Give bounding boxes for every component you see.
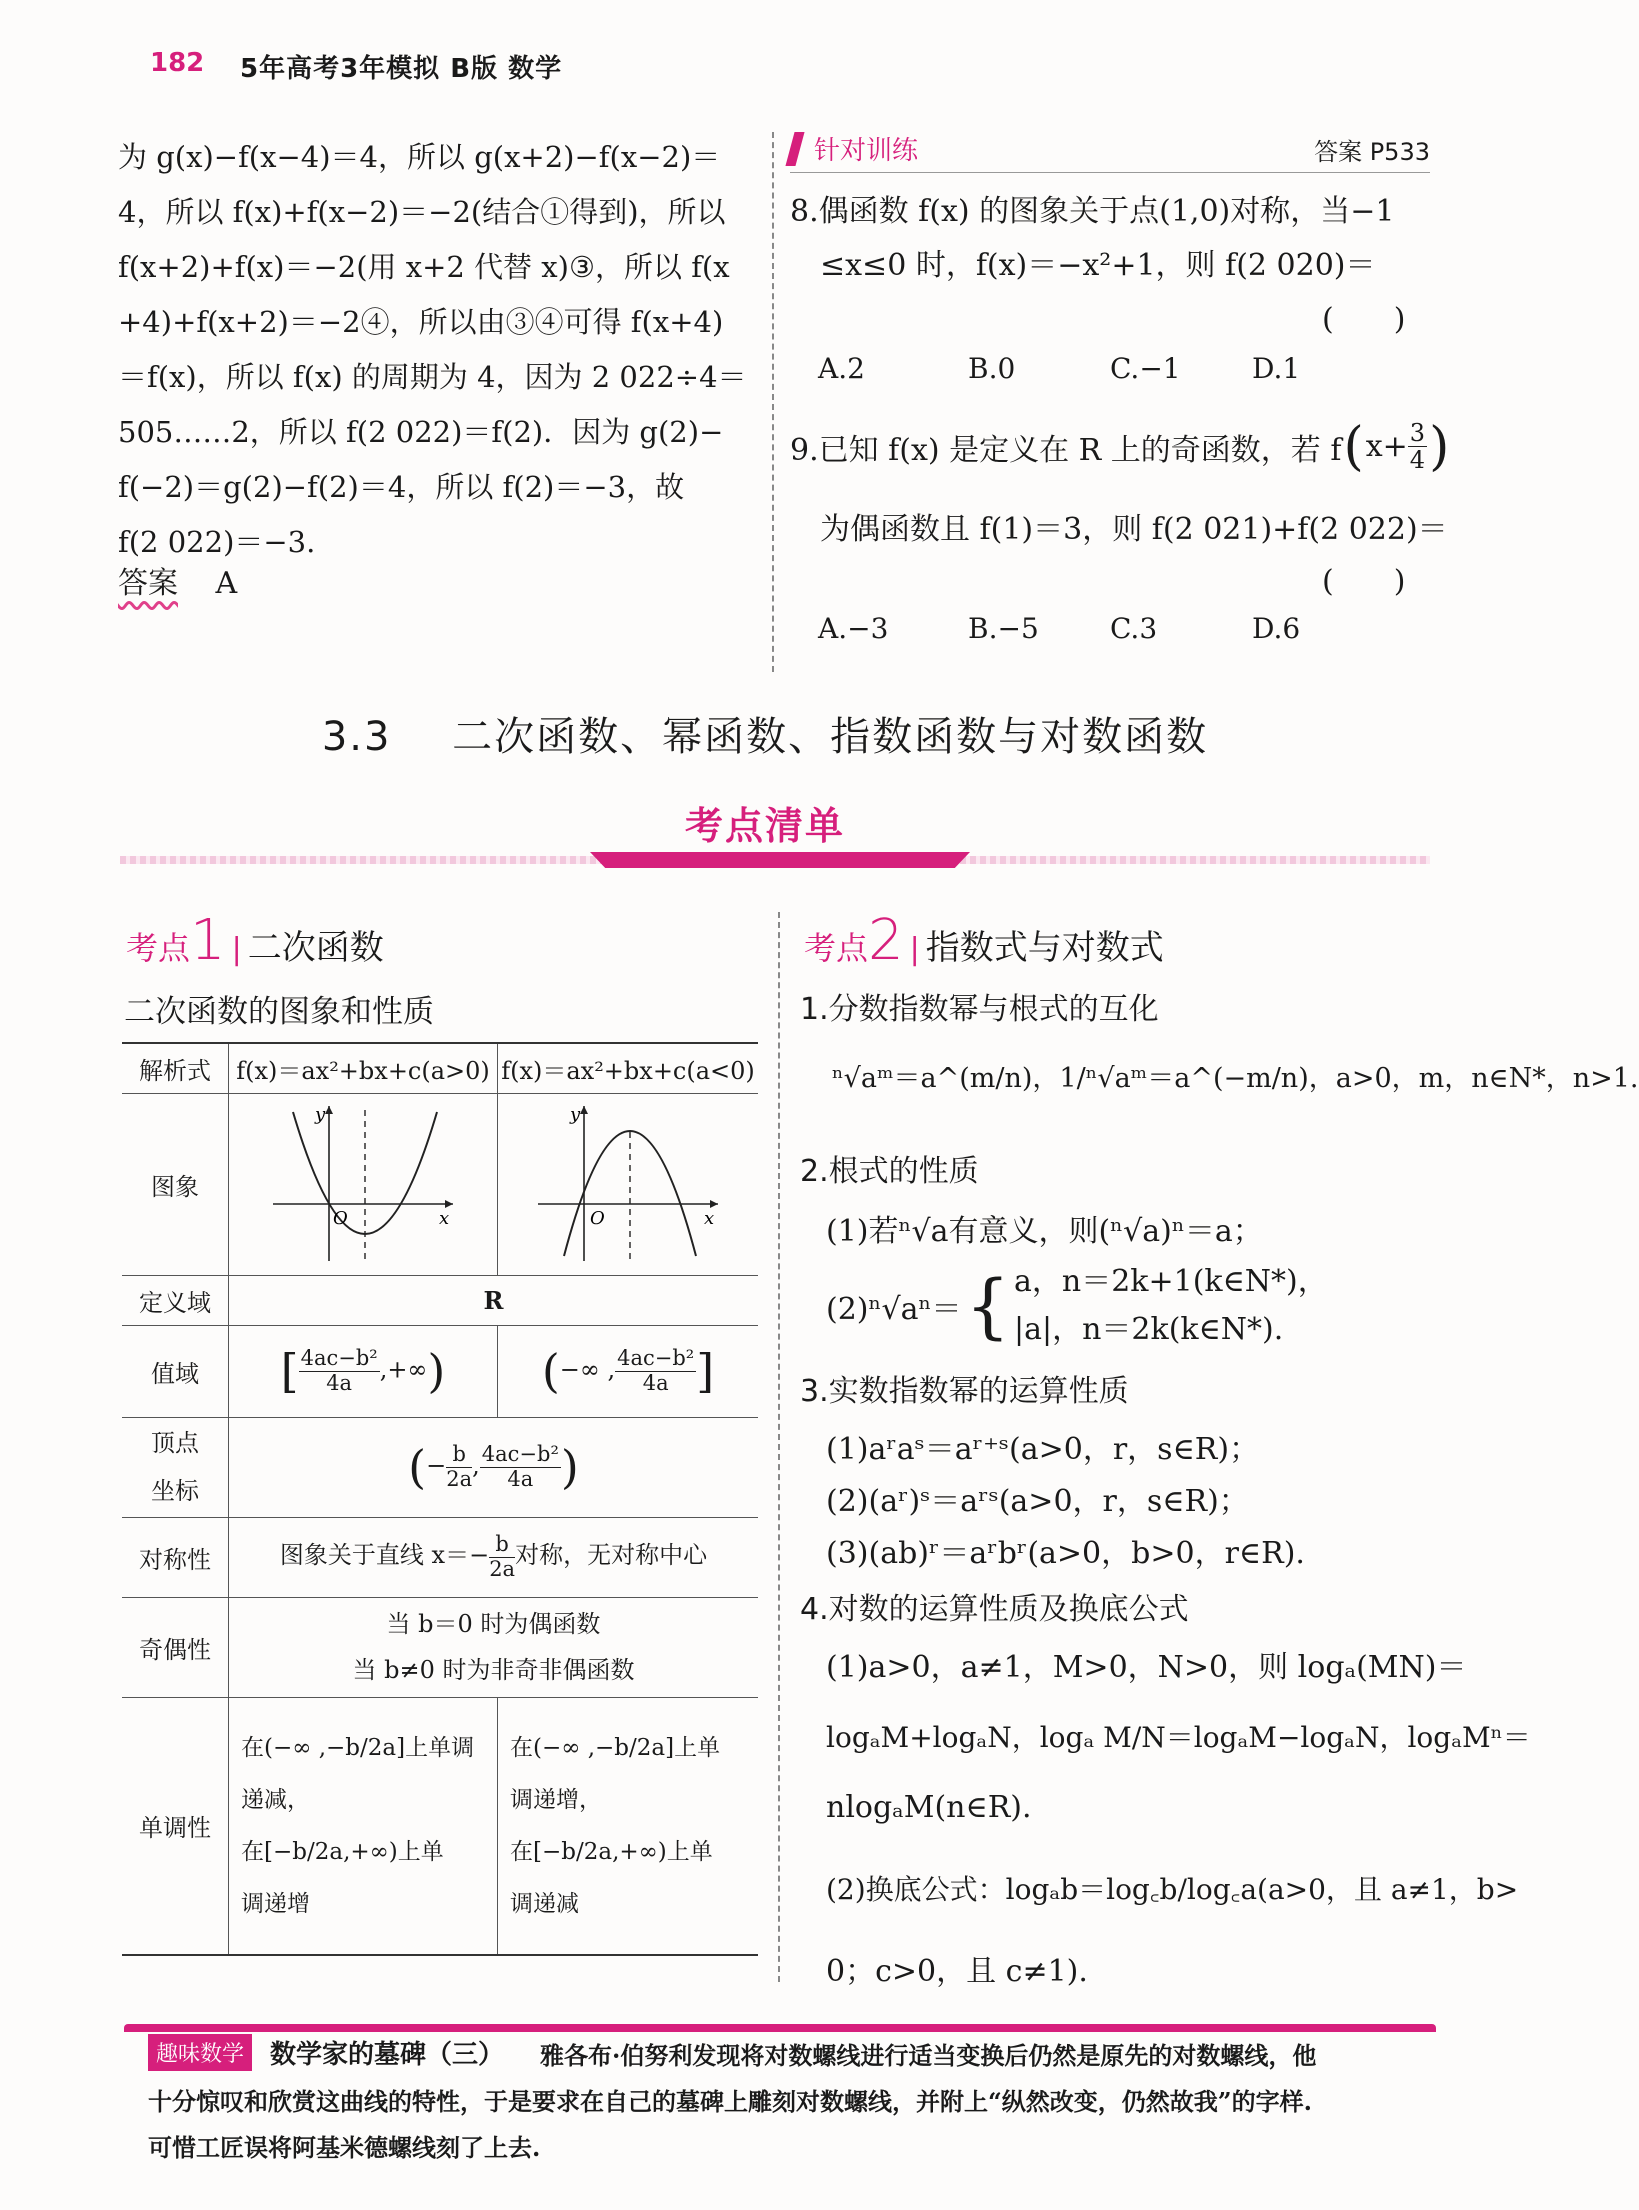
row-label: 解析式 — [122, 1043, 229, 1093]
quadratic-properties-table — [122, 1042, 758, 1956]
left-paren: ( — [541, 1344, 560, 1398]
q9-option-d: D.6 — [1252, 612, 1301, 645]
fun-line-2: 十分惊叹和欣赏这曲线的特性，于是要求在自己的墓碑上雕刻对数螺线，并附上“纵然改变，仍然故我”的字样. — [148, 2087, 1312, 2116]
fun-math-title: 数学家的墓碑（三） — [270, 2040, 505, 2070]
page-number: 182 — [150, 48, 205, 78]
kd2-formula-1: ⁿ√aᵐ＝a^(m/n)，1/ⁿ√aᵐ＝a^(−m/n)，a>0，m，n∈N*，n>1. — [832, 1063, 1639, 1094]
domain-value: R — [229, 1275, 759, 1325]
left-bracket: [ — [280, 1344, 299, 1398]
q9-option-a: A.−3 — [818, 612, 889, 645]
vertex-label-1: 顶点 — [151, 1429, 199, 1457]
question-8-line-2: ≤x≤0 时，f(x)＝−x²+1，则 f(2 020)＝ — [820, 248, 1376, 283]
solution-line: f(−2)＝g(2)−f(2)＝4，所以 f(2)＝−3，故 — [118, 470, 685, 504]
origin-label: O — [590, 1208, 605, 1229]
row-label: 单调性 — [122, 1697, 229, 1955]
kd2-exp-2: (2)(aʳ)ˢ＝aʳˢ(a>0，r，s∈R)； — [826, 1484, 1249, 1519]
answer-block — [118, 558, 237, 602]
left-brace: { — [965, 1265, 1011, 1347]
right-paren: ) — [427, 1344, 446, 1398]
kd2-title: 指数式与对数式 — [925, 928, 1164, 968]
range-head: −∞ , — [559, 1355, 616, 1384]
monotonic-cell-a — [229, 1697, 498, 1955]
question-9-line-2: 为偶函数且 f(1)＝3，则 f(2 021)+f(2 022)＝ — [820, 512, 1448, 547]
mono-line: 在[−b/2a,+∞)上单 — [510, 1838, 713, 1865]
mono-line: 调递减 — [510, 1890, 579, 1917]
axis-y-label: y — [315, 1104, 326, 1125]
training-answer-ref: 答案 P533 — [1314, 138, 1430, 166]
table-row — [122, 1093, 758, 1275]
axis-x-label: x — [439, 1208, 450, 1229]
fraction-numerator: 4ac−b² — [300, 1346, 378, 1371]
mono-line: 调递增 — [241, 1890, 310, 1917]
mono-line: 调递增， — [510, 1786, 602, 1813]
origin-label: O — [333, 1208, 348, 1229]
list-title: 考点清单 — [684, 804, 845, 848]
q8-option-b: B.0 — [968, 352, 1016, 385]
solution-line: ＝f(x)，所以 f(x) 的周期为 4，因为 2 022÷4＝ — [118, 360, 747, 394]
sym-pre: 图象关于直线 x＝− — [279, 1541, 490, 1570]
header-cell-a: f(x)＝ax²+bx+c(a>0) — [229, 1043, 498, 1093]
heading-separator: | — [231, 932, 242, 967]
downward-parabola-graph — [528, 1096, 728, 1266]
fraction-numerator: 4ac−b² — [617, 1346, 695, 1371]
section-name: 二次函数、幂函数、指数函数与对数函数 — [452, 714, 1209, 760]
training-marker-icon — [785, 132, 804, 166]
table-row — [122, 1275, 758, 1325]
question-8-paren: ( ) — [1322, 302, 1406, 337]
fraction-denominator: 4 — [1409, 446, 1426, 475]
section-title — [0, 705, 1530, 762]
kd2-radical-2 — [826, 1258, 1328, 1354]
fraction-denominator: 2a — [446, 1466, 473, 1491]
case-even: |a|，n＝2k(k∈N*). — [1014, 1312, 1284, 1347]
radical-2-pre: (2)ⁿ√aⁿ＝ — [826, 1292, 962, 1327]
training-header — [790, 130, 1430, 170]
vertex-label-2: 坐标 — [151, 1477, 199, 1505]
q9-option-b: B.−5 — [968, 612, 1039, 645]
fraction-numerator: 3 — [1409, 419, 1426, 447]
table-row — [122, 1043, 758, 1093]
range-fraction — [615, 1347, 696, 1394]
row-label: 值域 — [122, 1325, 229, 1417]
kd1-subtitle: 二次函数的图象和性质 — [124, 994, 434, 1030]
vertex-value — [229, 1417, 759, 1517]
kd1-title: 二次函数 — [247, 928, 384, 968]
range-cell-b — [498, 1325, 759, 1417]
mono-line: 在(−∞ ,−b/2a]上单调 — [241, 1734, 475, 1761]
table-row — [122, 1517, 758, 1597]
fraction-denominator: 4a — [642, 1370, 669, 1395]
section-number: 3.3 — [321, 714, 392, 760]
mono-line: 在(−∞ ,−b/2a]上单 — [510, 1734, 721, 1761]
table-row — [122, 1325, 758, 1417]
kd2-heading — [804, 908, 1164, 973]
left-paren: ( — [408, 1440, 427, 1494]
sym-post: 对称，无对称中心 — [515, 1541, 708, 1570]
question-9-line-1 — [790, 416, 1450, 477]
q9-text: 9.已知 f(x) 是定义在 R 上的奇函数，若 f — [790, 432, 1342, 468]
row-label: 对称性 — [122, 1517, 229, 1597]
column-divider — [778, 912, 780, 1982]
right-bracket: ] — [696, 1344, 715, 1398]
table-row — [122, 1697, 758, 1955]
parity-line-1: 当 b＝0 时为偶函数 — [386, 1610, 601, 1638]
fraction-numerator: 4ac−b² — [481, 1442, 559, 1467]
kd2-log-1: (1)a>0，a≠1，M>0，N>0，则 logₐ(MN)＝ — [826, 1650, 1467, 1685]
fun-line-1: 雅各布·伯努利发现将对数螺线进行适当变换后仍然是原先的对数螺线，他 — [540, 2041, 1317, 2070]
row-label: 奇偶性 — [122, 1597, 229, 1697]
q9-option-c: C.3 — [1110, 612, 1158, 645]
range-fraction — [299, 1347, 380, 1394]
kd2-exp-3: (3)(ab)ʳ＝aʳbʳ(a>0，b>0，r∈R). — [826, 1536, 1305, 1571]
solution-line: 4，所以 f(x)+f(x−2)＝−2(结合①得到)，所以 — [118, 195, 726, 229]
fraction-numerator: b — [489, 1533, 515, 1557]
list-divider-accent — [590, 852, 970, 868]
kd2-radical-1: (1)若ⁿ√a有意义，则(ⁿ√a)ⁿ＝a； — [826, 1214, 1263, 1249]
graph-cell-b — [498, 1093, 759, 1275]
q9-var: x+ — [1365, 429, 1408, 465]
graph-cell-a — [229, 1093, 498, 1275]
training-title: 针对训练 — [814, 136, 919, 166]
header-cell-b: f(x)＝ax²+bx+c(a<0) — [498, 1043, 759, 1093]
vertex-x-fraction — [446, 1443, 472, 1490]
solution-line: 为 g(x)−f(x−4)＝4，所以 g(x+2)−f(x−2)＝ — [118, 140, 721, 174]
column-divider — [772, 132, 774, 672]
range-tail: ,+∞ — [379, 1355, 428, 1384]
monotonic-cell-b — [498, 1697, 759, 1955]
symmetry-value — [229, 1517, 759, 1597]
answer-label: 答案 — [118, 566, 178, 601]
kd2-label: 考点 — [804, 929, 869, 967]
minus-sign: − — [426, 1451, 447, 1480]
fraction-denominator: 2a — [489, 1556, 516, 1581]
training-rule — [790, 172, 1430, 173]
kd2-number: 2 — [868, 908, 904, 973]
fun-line-3: 可惜工匠误将阿基米德螺线刻了上去. — [148, 2133, 541, 2162]
fun-math-tag: 趣味数学 — [148, 2034, 252, 2071]
parity-line-2: 当 b≠0 时为非奇非偶函数 — [352, 1656, 635, 1684]
q8-option-d: D.1 — [1252, 352, 1301, 385]
right-paren: ) — [1429, 416, 1450, 477]
fraction-denominator: 4a — [326, 1370, 353, 1395]
vertex-y-fraction — [480, 1443, 561, 1490]
axis-y-label: y — [570, 1104, 581, 1125]
kd1-number: 1 — [190, 908, 226, 973]
right-paren: ) — [560, 1440, 579, 1494]
kd2-heading-3: 3.实数指数幂的运算性质 — [800, 1374, 1129, 1409]
question-8-line-1: 8.偶函数 f(x) 的图象关于点(1,0)对称，当−1 — [790, 194, 1395, 229]
fraction-denominator: 4a — [507, 1466, 534, 1491]
solution-line: f(2 022)＝−3. — [118, 525, 316, 559]
kd2-log-5: 0；c>0，且 c≠1). — [826, 1954, 1088, 1989]
kd2-heading-2: 2.根式的性质 — [800, 1154, 979, 1189]
kd2-exp-1: (1)aʳaˢ＝aʳ⁺ˢ(a>0，r，s∈R)； — [826, 1432, 1260, 1467]
row-label: 图象 — [122, 1093, 229, 1275]
table-row — [122, 1597, 758, 1697]
kd2-log-2: logₐM+logₐN，logₐ M/N＝logₐM−logₐN，logₐMⁿ＝ — [826, 1721, 1531, 1754]
row-label — [122, 1417, 229, 1517]
sym-fraction — [489, 1533, 515, 1580]
axis-x-label: x — [704, 1208, 715, 1229]
fraction-numerator: b — [446, 1443, 472, 1467]
solution-line: +4)+f(x+2)＝−2④，所以由③④可得 f(x+4) — [118, 305, 724, 339]
kd1-heading — [126, 908, 384, 973]
mono-line: 递减， — [241, 1786, 310, 1813]
left-paren: ( — [1343, 416, 1364, 477]
solution-line: f(x+2)+f(x)＝−2(用 x+2 代替 x)③，所以 f(x — [118, 250, 730, 284]
case-odd: a，n＝2k+1(k∈N*)， — [1014, 1264, 1328, 1299]
solution-line: 505……2，所以 f(2 022)＝f(2)．因为 g(2)− — [118, 415, 724, 449]
kd2-heading-4: 4.对数的运算性质及换底公式 — [800, 1592, 1189, 1627]
kd2-log-3: nlogₐM(n∈R). — [826, 1790, 1032, 1825]
question-9-paren: ( ) — [1322, 564, 1406, 599]
table-row — [122, 1417, 758, 1517]
comma: , — [472, 1451, 480, 1480]
kd2-log-4: (2)换底公式：logₐb＝log꜀b/log꜀a(a>0，且 a≠1，b> — [826, 1873, 1519, 1906]
radical-2-cases — [1014, 1258, 1328, 1354]
kd1-label: 考点 — [126, 929, 191, 967]
parity-value — [229, 1597, 759, 1697]
upward-parabola-graph — [263, 1096, 463, 1266]
heading-separator: | — [909, 932, 920, 967]
answer-value: A — [215, 566, 238, 601]
kd2-heading-1: 1.分数指数幂与根式的互化 — [800, 992, 1159, 1027]
range-cell-a — [229, 1325, 498, 1417]
q8-option-c: C.−1 — [1110, 352, 1181, 385]
previous-solution — [118, 130, 748, 570]
q8-option-a: A.2 — [818, 352, 865, 385]
q9-fraction — [1408, 420, 1427, 474]
row-label: 定义域 — [122, 1275, 229, 1325]
mono-line: 在[−b/2a,+∞)上单 — [241, 1838, 444, 1865]
book-title: 5年高考3年模拟 B版 数学 — [240, 54, 563, 84]
